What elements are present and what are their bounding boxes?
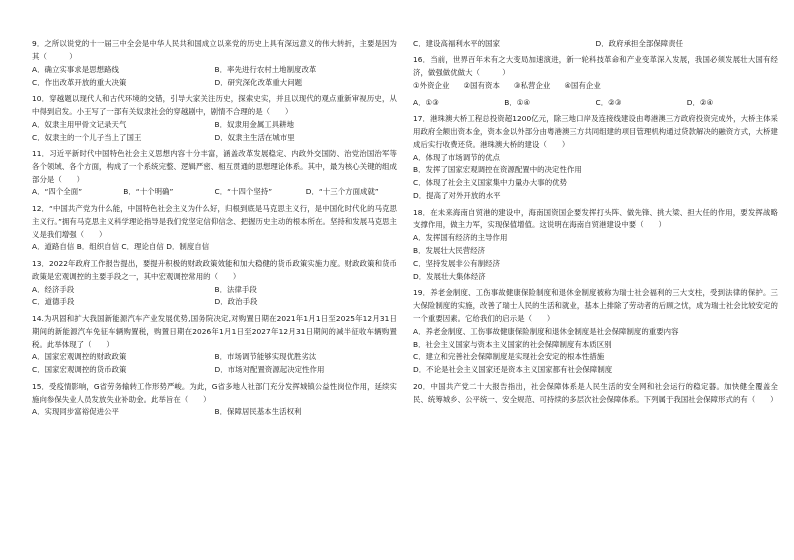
answer-options [413,232,778,283]
question-stem: 12．“中国共产党为什么能，中国特色社会主义为什么好，归根到底是马克思主义行，是中国化时代化的马克思主义行。”拥有马克思主义科学理论指导是我们党坚定信仰信念、把握历史主动的根本所在。坚持和发展马克思主义是我们增强（ ） [32,203,397,239]
answer-options [32,119,397,145]
answer-options [32,64,397,90]
question-block [413,54,778,93]
answer-option: B．社会主义国家与资本主义国家的社会保障制度有本质区别 [413,339,612,349]
answer-option: C．奴隶主的一个儿子当上了国王 [32,132,142,142]
question-block [32,313,397,377]
answer-option: D．政府承担全部保障责任 [595,39,684,48]
answer-option: A．确立实事求是思想路线 [32,64,119,74]
answer-options [413,80,778,93]
question-stem: 11．习近平新时代中国特色社会主义思想内容十分丰富，涵盖改革发展稳定、内政外交国防、治党治国治军等各个领域、各个方面，构成了一个系统完整、逻辑严密、相互贯通的思想理论体系。其中，最为核心关键的组成部分是（ ） [32,148,397,184]
question-stem: 9．之所以说党的十一届三中全会是中华人民共和国成立以来党的历史上具有深远意义的伟大转折，主要是因为其（ ） [32,39,397,61]
answer-option: D．奴隶主生活在城市里 [214,132,295,142]
answer-option: C．建设高福利水平的国家 [413,39,501,48]
question-block [32,381,397,420]
answer-option: A．经济手段 [32,284,75,294]
question-block [413,287,778,377]
answer-option: D．②④ [686,97,714,107]
answer-option: B．率先进行农村土地制度改革 [214,64,317,74]
answer-option: B．市场调节能够实现优胜劣汰 [214,352,317,362]
answer-options [32,284,397,310]
answer-options [413,38,778,51]
answer-option: C．“十四个坚持” [214,187,273,197]
answer-option: C．建立和完善社会保障制度是实现社会安定的根本性措施 [413,352,605,362]
question-stem: 19．养老金制度、工伤事故健康保险制度和退休金制度被称为瑞士社会福利的三大支柱，受到法律的保护。三大保险制度的实施，改善了瑞士人民的生活和就业，基本上排除了劳动者的后顾之忧，成为瑞士社会比较安定的一个重要因素。它给我们的启示是（ ） [413,288,778,323]
answer-option: C．②③ [595,97,622,107]
answer-option: D．发展壮大集体经济 [413,271,486,281]
answer-option: ①外资企业 [413,81,450,91]
answer-option: D．“十三个方面成就” [305,187,379,197]
answer-option: C．体现了社会主义国家集中力量办大事的优势 [413,178,568,188]
answer-option: A．国家宏观调控的财政政策 [32,352,127,362]
answer-option: ②国有资本 [463,81,500,91]
answer-option: C．作出改革开放的重大决策 [32,77,127,87]
question-stem: 20．中国共产党二十大报告指出，社会保障体系是人民生活的安全网和社会运行的稳定器。加快健全覆盖全民、统筹城乡、公平统一、安全规范、可持续的多层次社会保障体系。下列属于我国社会保障形式的有（ ） [413,381,778,404]
answer-option: A．体现了市场调节的优点 [413,152,500,162]
answer-option: C．道德手段 [32,297,75,307]
question-stem: 14.为巩固和扩大我国新能源汽车产业发展优势,国务院决定,对购置日期在2021年1月1日至2025年12月31日期间的新能源汽车免征车辆购置税，购置日期在2026年1月1日至2027年12月31日期间的减半征收车辆购置税。此举体现了（ ） [32,313,397,349]
answer-option: B．奴隶用金属工具耕地 [214,119,295,129]
answer-options [32,241,397,254]
answer-option: ④国有企业 [564,81,601,91]
answer-option: A．道路自信 B．组织自信 C．理论自信 D．制度自信 [32,242,210,252]
question-block [32,38,397,89]
question-stem: 16．当前，世界百年未有之大变局加速演进，新一轮科技革命和产业变革深入发展，我国必须发展壮大国有经济，做强做优做大（ ） [413,55,778,78]
answer-option: D．市场对配置资源起决定性作用 [214,365,325,375]
answer-option: D．政治手段 [214,297,258,307]
question-block [413,97,778,110]
question-block [413,207,778,284]
answer-option: D．研究深化改革重大问题 [214,77,303,87]
question-block [32,93,397,144]
answer-option: A．①③ [413,97,439,107]
answer-option: B．①④ [504,97,531,107]
answer-option: B．法律手段 [214,284,257,294]
question-block [413,113,778,203]
answer-options [413,152,778,203]
question-block [32,203,397,254]
answer-option: C．国家宏观调控的货币政策 [32,365,127,375]
question-stem: 13．2022年政府工作报告提出，要提升积极的财政政策效能和加大稳健的货币政策实施力度。财政政策和货币政策是宏观调控的主要手段之一，其中宏观调控常用的（ ） [32,258,397,281]
answer-option: B．发展壮大民营经济 [413,246,486,256]
question-stem: 18．在未来海南自贸港的建设中，海南国资国企要发挥打头阵、做先锋、挑大梁、担大任的作用，要发挥战略支撑作用，做主力军，实现保值增值。这说明在海南自贸港建设中要（ ） [413,207,778,230]
question-stem: 15．受疫情影响，G省劳务输转工作形势严峻。为此，G省多地人社部门充分发挥城镇公益性岗位作用，延续实施向参保失业人员发放失业补助金。此举旨在（ ） [32,381,397,404]
answer-options [32,406,397,419]
answer-options [32,186,397,199]
answer-options [32,351,397,377]
answer-option: A．实现同步富裕促进公平 [32,407,119,417]
answer-option: D．提高了对外开放的水平 [413,191,501,201]
answer-option: B．保障居民基本生活权利 [214,407,302,417]
question-stem: 17．港珠澳大桥工程总投资超1200亿元，除三地口岸及连接线建设由粤港澳三方政府投资完成外，大桥主体采用政府全额出资本金，资本金以外部分由粤港澳三方共同组建的项目管理机构通过贷款解决的融资方式，大桥建成后实行收费还贷。港珠澳大桥的建设（ ） [413,114,778,149]
question-continuation [413,38,778,51]
answer-option: ③私营企业 [513,81,551,91]
left-column [32,38,397,423]
question-stem: 10．穿越题以现代人和古代环境的交错，引导大家关注历史，探索史实，并且以现代的观点重新审视历史，从中得到启发。小王写了一部有关奴隶社会的穿越剧中，剧情不合理的是（ ） [32,93,397,116]
question-block [413,381,778,407]
answer-option: C．坚持发展非公有制经济 [413,258,501,268]
answer-option: D．不论是社会主义国家还是资本主义国家都有社会保障制度 [413,365,613,375]
answer-option: A．养老金制度、工伤事故健康保险制度和退休金制度是社会保障制度的重要内容 [413,326,679,336]
answer-option: A．发挥国有经济的主导作用 [413,233,508,243]
answer-option: A．“四个全面” [32,187,83,197]
question-block [32,148,397,199]
answer-option: A．奴隶主用甲骨文记录天气 [32,119,127,129]
answer-option: B．发挥了国家宏观调控在资源配置中的决定性作用 [413,165,582,175]
answer-option: B．“十个明确” [123,187,174,197]
question-block [32,258,397,309]
answer-options [413,326,778,377]
answer-options [413,97,778,110]
right-column [413,38,778,410]
